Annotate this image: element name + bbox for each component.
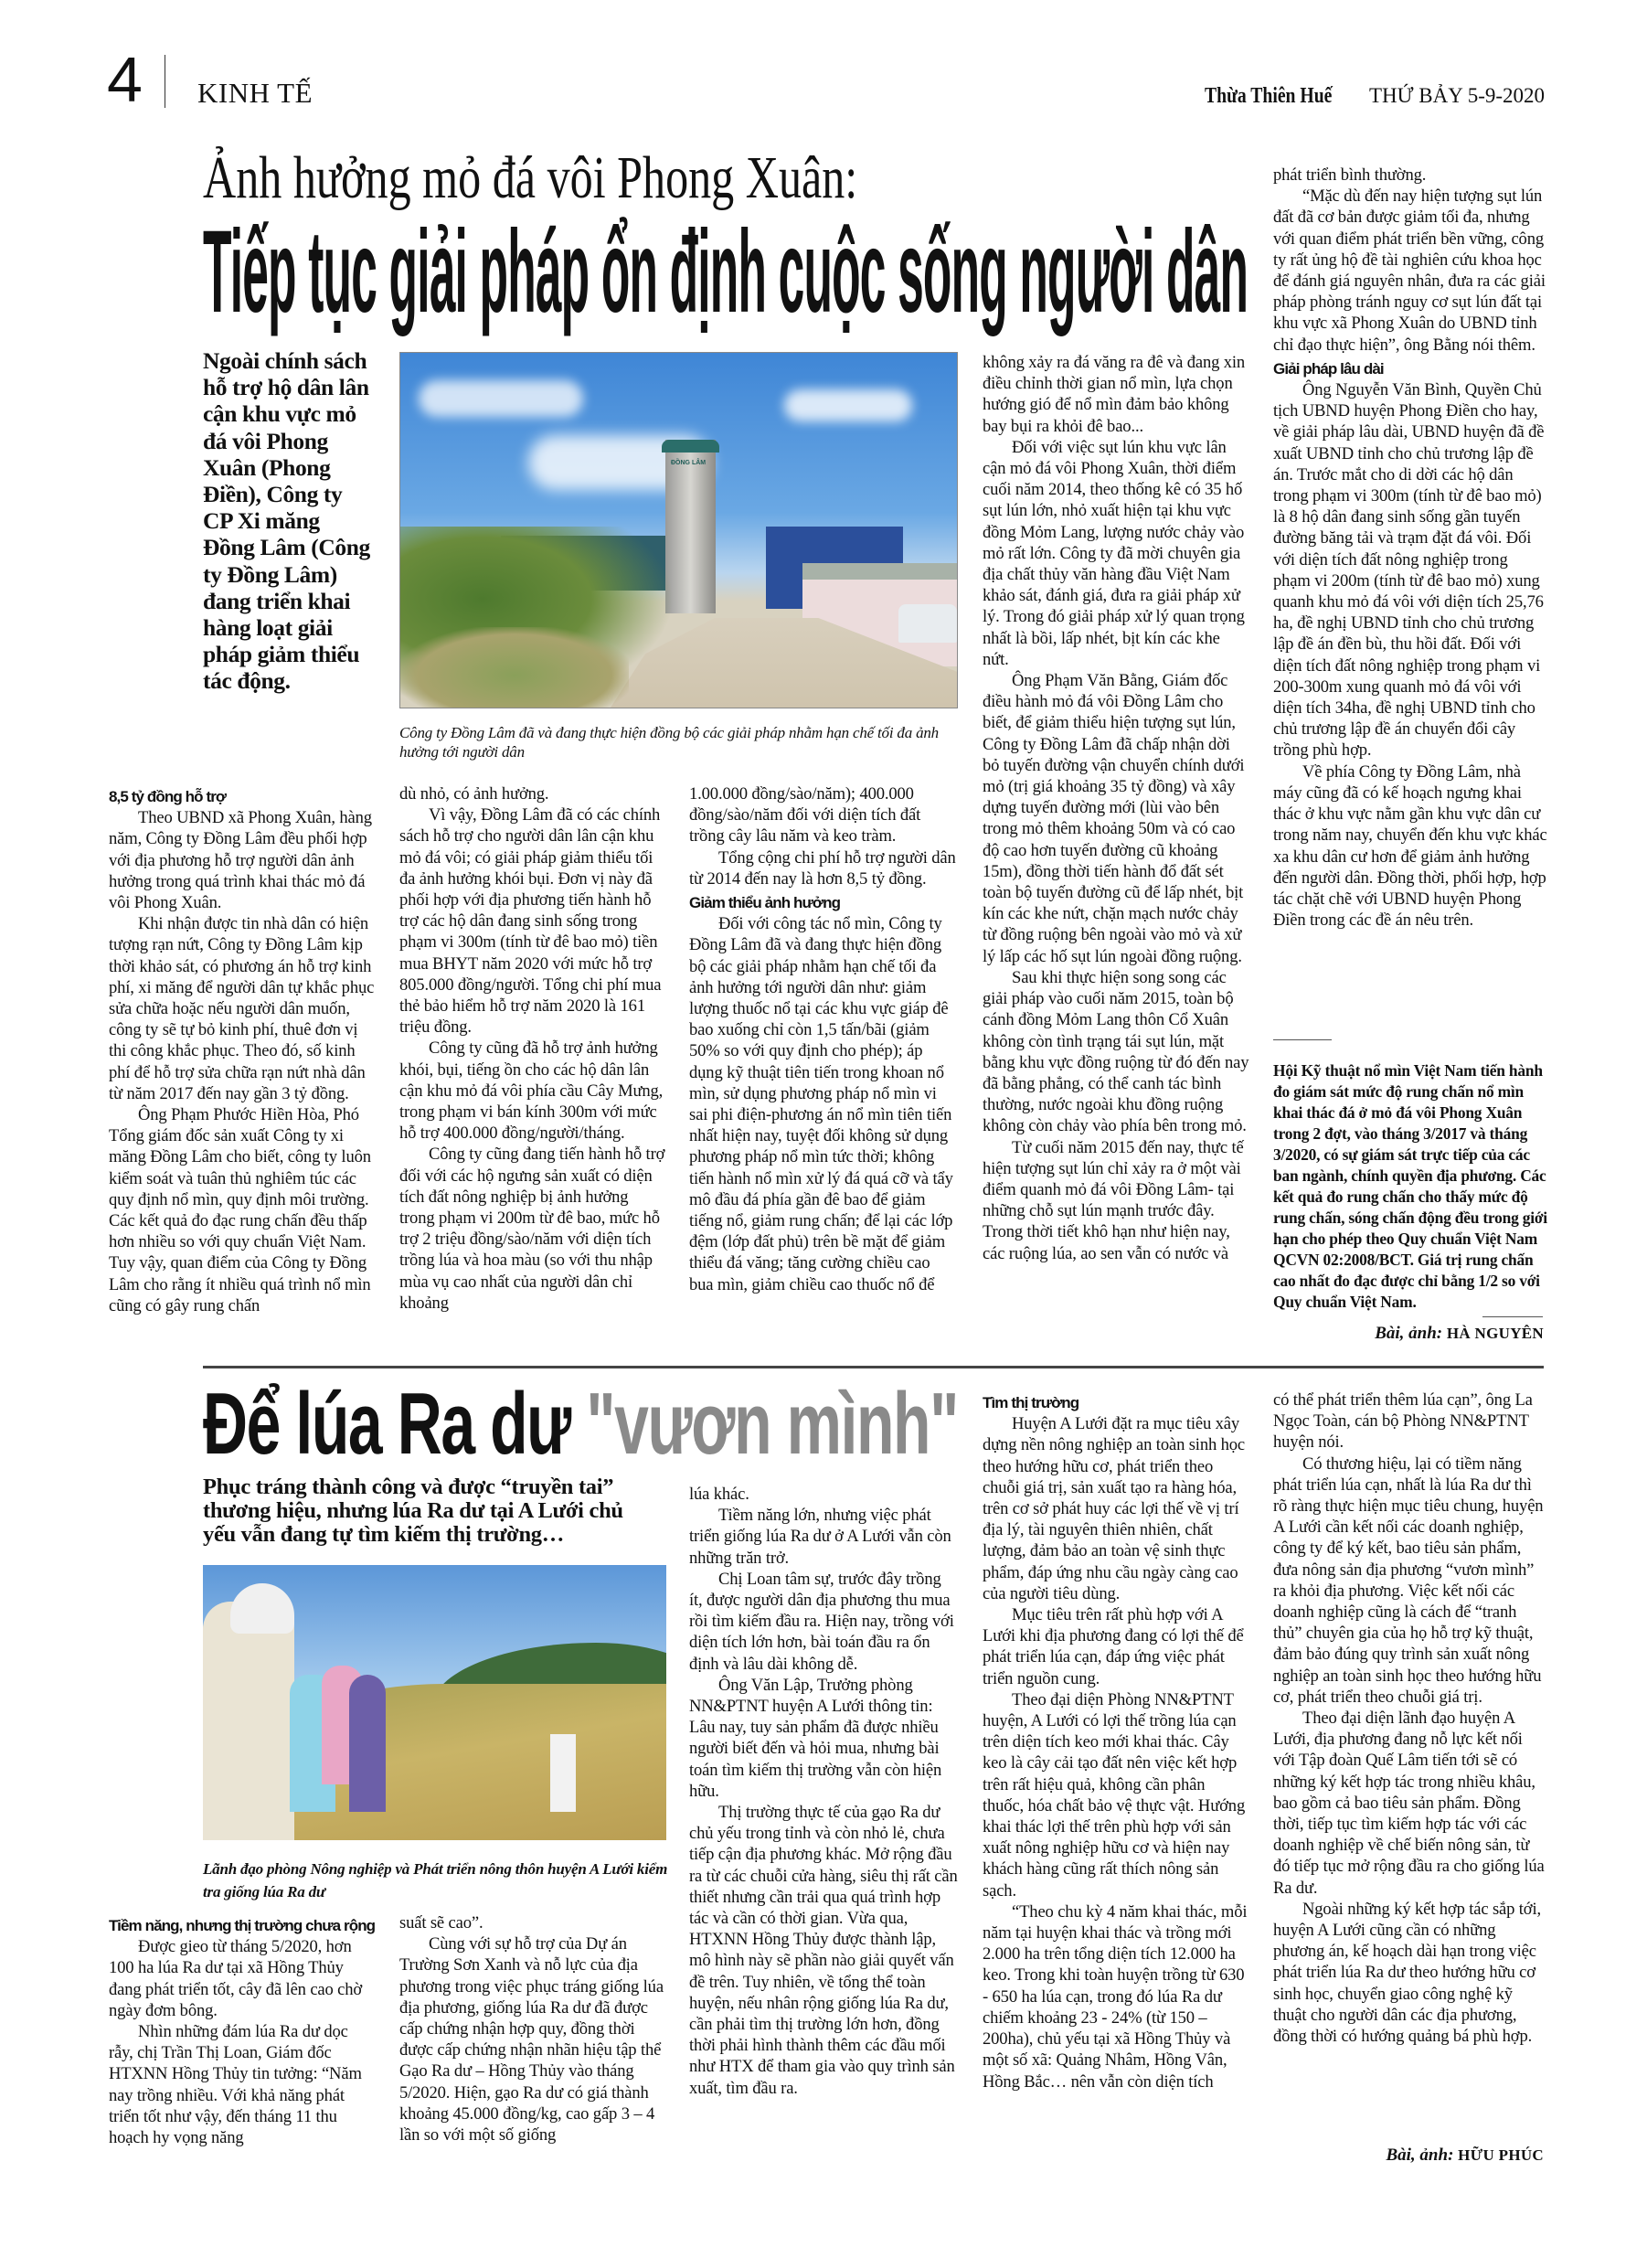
article-paragraph: Ngoài những ký kết hợp tác sắp tới, huyện A Lưới cũng cần có những phương án, kế hoạch dài hạn trong việc phát triển lúa Ra dư theo hướng hữu cơ sinh học, chuyển giao công nghệ kỹ thuật cho người dân các địa phương, đồng thời có hướng quảng bá phù hợp. bbox=[1273, 1899, 1542, 2047]
tower-logo: ĐỒNG LÂM bbox=[671, 460, 707, 466]
newspaper-name: Thừa Thiên Huế bbox=[1205, 84, 1333, 108]
section-title: KINH TẾ bbox=[197, 77, 313, 109]
article2-column-5 bbox=[1273, 1390, 1547, 2148]
issue-date: THỨ BẢY 5-9-2020 bbox=[1369, 84, 1546, 107]
article1-headline: Tiếp tục giải pháp ổn định cuộc sống người dân bbox=[203, 207, 1249, 337]
article1-column-1 bbox=[109, 783, 376, 1350]
article-paragraph: Theo đại diện lãnh đạo huyện A Lưới, địa phương đang nỗ lực kết nối với Tập đoàn Quế Lâm tiến tới sẽ có những ký kết hợp tác trong nhiều khâu, bao gồm cả bao tiêu sản phẩm. Đồng thời, tiếp tục tìm kiếm hợp tác với các doanh nghiệp về chế biến nông sản, từ đó tiếp tục mở rộng đầu ra cho giống lúa Ra dư. bbox=[1273, 1709, 1545, 1898]
article2-headline-box bbox=[203, 1375, 958, 1473]
article-paragraph: Ông Phạm Văn Bằng, Giám đốc điều hành mỏ đá vôi Đồng Lâm cho biết, để giảm thiểu hiện tượng sụt lún, Công ty Đồng Lâm đã chấp nhận dời bỏ tuyến đường vận chuyển chính dưới mỏ (trị giá khoảng 35 tỷ đồng) và xây dựng tuyến đường mới (lùi vào bên trong mỏ thêm khoảng 50m và có cao độ cao hơn tuyến đường cũ khoảng 15m), đồng thời tiến hành đổ đất sét toàn bộ tuyến đường cũ để lấp nhét, bịt kín các khe nứt, chặn mạch nước chảy từ đồng ruộng bên ngoài vào mỏ và xử lý lấp các hố sụt lún ngoài đồng ruộng. bbox=[983, 671, 1245, 966]
cloud bbox=[419, 380, 583, 417]
article-paragraph: 1.00.000 đồng/sào/năm); 400.000 đồng/sào/năm đối với diện tích đất trồng cây lâu năm và keo tràm. bbox=[689, 784, 921, 847]
article-paragraph: Đối với công tác nổ mìn, Công ty Đồng Lâm đã và đang thực hiện đồng bộ các giải pháp nhằm hạn chế tối đa ảnh hưởng tới người dân như: giảm lượng thuốc nổ tại các khu vực giáp đê bao xuống chỉ còn 1,5 tấn/bãi (giảm 50% so với quy định cho phép); áp dụng kỹ thuật tiên tiến trong khoan nổ mìn, sử dụng phương pháp nổ mìn vi sai phi điện-phương án nổ mìn tiên tiến nhất hiện nay, tuyệt đối không sử dụng phương pháp nổ mìn tức thời; không tiến hành nổ mìn xử lý đá quá cỡ và tẩy mô đầu đá phía gần đê bao để giảm tiếng nổ, giảm rung chấn; để lại các lớp đệm (lớp đất phủ) trên bề mặt để giảm thiểu đá văng; tăng cường chiều cao bua mìn, giảm chiều cao thuốc nổ để bbox=[689, 914, 953, 1294]
article-paragraph: suất sẽ cao”. bbox=[399, 1913, 483, 1933]
article-subheading: Tìm thị trường bbox=[983, 1394, 1079, 1411]
article1-column-2 bbox=[399, 783, 666, 1350]
article-paragraph: có thể phát triển thêm lúa cạn”, ông La Ngọc Toàn, cán bộ Phòng NN&PTNT huyện nói. bbox=[1273, 1390, 1533, 1453]
article-paragraph: Huyện A Lưới đặt ra mục tiêu xây dựng nền nông nghiệp an toàn sinh học theo hướng hữu cơ, phát triển theo chuỗi giá trị, sản xuất tạo ra hàng hóa, trên cơ sở phát huy các lợi thế về vị trí địa lý, tài nguyên thiên nhiên, chất lượng, đảm bảo an toàn vệ sinh thực phẩm, đáp ứng nhu cầu ngày càng cao của người tiêu dùng. bbox=[983, 1414, 1246, 1603]
person-purple bbox=[349, 1675, 386, 1812]
article-subheading: 8,5 tỷ đồng hỗ trợ bbox=[109, 788, 227, 805]
article-paragraph: Thị trường thực tế của gạo Ra dư chủ yếu trong tỉnh và còn nhỏ lẻ, chưa tiếp cận địa phương khác. Mở rộng đầu ra từ các chuỗi cửa hàng, siêu thị rất cần thiết nhưng cần trải qua quá trình hợp tác và cần có thời gian. Vừa qua, HTXNN Hồng Thủy được thành lập, mô hình này sẽ phần nào giải quyết vấn đề trên. Tuy nhiên, về tổng thể toàn huyện, nếu nhân rộng giống lúa Ra dư, cần phải tìm thị trường lớn hơn, đồng thời phải hình thành thêm các đầu mối như HTX để tham gia vào quy trình sản xuất, tìm đầu ra. bbox=[689, 1803, 958, 2098]
article1-photo-cement-plant bbox=[399, 352, 958, 708]
article2-column-2 bbox=[399, 1912, 666, 2187]
article-paragraph: Khi nhận được tin nhà dân có hiện tượng rạn nứt, Công ty Đồng Lâm kịp thời khảo sát, có phương án hỗ trợ kinh phí, xi măng để người dân tự khắc phục sửa chữa hoặc nếu người dân muốn, công ty sẽ tự bỏ kinh phí, thuê đơn vị thi công khắc phục. Theo đó, số kinh phí để hỗ trợ sửa chữa rạn nứt nhà dân từ năm 2017 đến nay gần 3 tỷ đồng. bbox=[109, 914, 375, 1103]
article-subheading: Tiềm năng, nhưng thị trường chưa rộng bbox=[109, 1917, 376, 1934]
article-paragraph: Mục tiêu trên rất phù hợp với A Lưới khi địa phương đang có lợi thế để phát triển lúa cạn, đáp ứng việc phát triển nguồn cung. bbox=[983, 1605, 1244, 1688]
article-paragraph: lúa khác. bbox=[689, 1485, 749, 1504]
article2-photo-rice-field bbox=[203, 1565, 666, 1840]
article1-photo-caption: Công ty Đồng Lâm đã và đang thực hiện đồng bộ các giải pháp nhằm hạn chế tối đa ảnh hưởng tới người dân bbox=[399, 724, 939, 761]
article-paragraph: Theo đại diện Phòng NN&PTNT huyện, A Lưới có lợi thế trồng lúa cạn trên diện tích keo mới khai thác. Cây keo là cây cải tạo đất nên việc kết hợp trên rất hiệu quả, không cần phân thuốc, hóa chất bảo vệ thực vật. Hướng khai thác lợi thế trên phù hợp với sản xuất nông nghiệp hữu cơ và hiện nay khách hàng cũng rất thích nông sản sạch. bbox=[983, 1689, 1246, 1901]
person-white-shirt bbox=[550, 1734, 576, 1812]
article1-lead: Ngoài chính sách hỗ trợ hộ dân lân cận khu vực mỏ đá vôi Phong Xuân (Phong Điền), Công ty CP Xi măng Đồng Lâm (Công ty Đồng Lâm) đang triển khai hàng loạt giải pháp giảm thiểu tác động. bbox=[203, 347, 370, 695]
article2-headline bbox=[203, 1375, 958, 1473]
article-paragraph: Sau khi thực hiện song song các giải pháp vào cuối năm 2015, toàn bộ cánh đồng Mỏm Lang thôn Cổ Xuân không còn tình trạng tái sụt lún, mặt bằng khu vực đồng ruộng từ đó đến nay đã bằng phẳng, có thể canh tác bình thường, nước ngoài khu đồng ruộng không còn chảy vào phía bên trong mỏ. bbox=[983, 967, 1249, 1136]
byline-label: Bài, ảnh: bbox=[1375, 1324, 1443, 1343]
article-paragraph: “Theo chu kỳ 4 năm khai thác, mỗi năm tại huyện khai thác và trồng mới 2.000 ha trên tổng diện tích 12.000 ha keo. Trong khi toàn huyện trồng từ 630 - 650 ha lúa cạn, trong đó lúa Ra dư chiếm khoảng 23 - 24% (từ 150 – 200ha), chủ yếu tại xã Hồng Thủy và một số xã: Quảng Nhâm, Hồng Vân, Hồng Bắc… nên vẫn còn diện tích bbox=[983, 1901, 1248, 2092]
article-paragraph: Vì vậy, Đồng Lâm đã có các chính sách hỗ trợ cho người dân lân cận khu mỏ đá vôi; có giải pháp giảm thiểu tối đa ảnh hưởng khói bụi. Đơn vị này đã phối hợp với địa phương tiến hành hỗ trợ các hộ dân đang sinh sống trong phạm vi 300m (tính từ đê bao mỏ) tiền mua BHYT năm 2020 với mức hỗ trợ 805.000 đồng/người. Tổng chi phí mua thẻ bảo hiểm hỗ trợ năm 2020 là 161 triệu đồng. bbox=[399, 805, 662, 1038]
article-paragraph: Nhìn những đám lúa Ra dư dọc rẫy, chị Trần Thị Loan, Giám đốc HTXNN Hồng Thủy tin tưởng: “Năm nay trồng nhiều. Với khả năng phát triển tốt như vậy, đến tháng 11 thu hoạch hy vọng năng bbox=[109, 2022, 362, 2148]
article-paragraph: Cùng với sự hỗ trợ của Dự án Trường Sơn Xanh và nỗ lực của địa phương trong việc phục tráng giống lúa địa phương, giống lúa Ra dư đã được cấp chứng nhận hợp quy, đồng thời được cấp chứng nhận nhãn hiệu tập thể Gạo Ra dư – Hồng Thủy vào tháng 5/2020. Hiện, gạo Ra dư có giá thành khoảng 45.000 đồng/kg, cao gấp 3 – 4 lần so với một số giống bbox=[399, 1934, 664, 2146]
sidebar-top-rule bbox=[1273, 1039, 1332, 1040]
article2-subhead: Phục tráng thành công và được “truyền tai” thương hiệu, nhưng lúa Ra dư tại A Lưới chủ yếu vẫn đang tự tìm kiếm thị trường… bbox=[203, 1475, 623, 1547]
byline-rule bbox=[1482, 1316, 1543, 1317]
white-van bbox=[898, 604, 957, 643]
byline-author: HỮU PHÚC bbox=[1458, 2146, 1544, 2164]
article-paragraph: Ông Phạm Phước Hiền Hòa, Phó Tổng giám đốc sản xuất Công ty xi măng Đồng Lâm cho biết, công ty luôn kiểm soát và tuân thủ nghiêm túc các quy định nổ mìn, quy định môi trường. Các kết quả đo đạc rung chấn đều thấp hơn nhiều so với quy chuẩn Việt Nam. Tuy vậy, quan điểm của Công ty Đồng Lâm cho rằng ít nhiều quá trình nổ mìn cũng có gây rung chấn bbox=[109, 1105, 371, 1315]
article1-kicker-box bbox=[203, 146, 857, 210]
byline-author: HÀ NGUYÊN bbox=[1446, 1325, 1544, 1342]
article-paragraph: phát triển bình thường. bbox=[1273, 165, 1427, 185]
article2-byline bbox=[1273, 2146, 1544, 2166]
article-paragraph: Có thương hiệu, lại có tiềm năng phát triển lúa cạn, nhất là lúa Ra dư thì rõ ràng thực hiện mục tiêu chung, huyện A Lưới cần kết nối các doanh nghiệp, công ty để ký kết, bao tiêu sản phẩm, đưa nông sản địa phương “vươn mình” ra khỏi địa phương. Việc kết nối các doanh nghiệp cũng là cách để “tranh thủ” chuyên gia của họ hỗ trợ kỹ thuật, đảm bảo đúng quy trình sản xuất nông nghiệp an toàn sinh học theo hướng hữu cơ, phát triển theo chuỗi giá trị. bbox=[1273, 1453, 1544, 1707]
article-paragraph: Về phía Công ty Đồng Lâm, nhà máy cũng đã có kế hoạch ngưng khai thác ở khu vực nằm gần khu vực dân cư trong năm nay, chuyển đến khu vực khác xa khu dân cư hơn để giảm ảnh hưởng đến người dân. Đồng thời, phối hợp, hợp tác chặt chẽ với UBND huyện Phong Điền trong các đề án nêu trên. bbox=[1273, 761, 1547, 931]
article2-column-1 bbox=[109, 1912, 376, 2187]
article-separator bbox=[203, 1366, 1544, 1368]
article-subheading: Giảm thiểu ảnh hưởng bbox=[689, 894, 841, 912]
person-foreground bbox=[203, 1602, 294, 1840]
article1-sidebar-box: Hội Kỹ thuật nổ mìn Việt Nam tiến hành đo giám sát mức độ rung chấn nổ mìn khai thác đá ở mỏ đá vôi Phong Xuân trong 2 đợt, vào tháng 3/2017 và tháng 3/2020, có sự giám sát trực tiếp của các ban ngành, chính quyền địa phương. Các kết quả đo rung chấn cho thấy mức độ rung chấn, sóng chấn động đều trong giới hạn cho phép theo Quy chuẩn Việt Nam QCVN 02:2008/BCT. Giá trị rung chấn cao nhất đo đạc được chỉ bằng 1/2 so với Quy chuẩn Việt Nam. bbox=[1273, 1061, 1547, 1311]
helmet bbox=[230, 1583, 294, 1634]
article1-kicker: Ảnh hưởng mỏ đá vôi Phong Xuân: bbox=[203, 144, 858, 211]
article-paragraph: Ông Văn Lập, Trưởng phòng NN&PTNT huyện A Lưới thông tin: Lâu nay, tuy sản phẩm đã được nhiều người biết đến và hỏi mua, nhưng bài toán tìm kiếm thị trường vẫn còn hiện hữu. bbox=[689, 1675, 942, 1801]
article-paragraph: không xảy ra đá văng ra đê và đang xin điều chỉnh thời gian nổ mìn, lựa chọn hướng gió để nổ mìn đảm bảo không bay bụi ra khỏi đê bao... bbox=[983, 353, 1246, 436]
article-paragraph: “Mặc dù đến nay hiện tượng sụt lún đất đã cơ bản được giảm tối đa, nhưng với quan điểm phát triển bền vững, công ty rất ủng hộ đề tài nghiên cứu khoa học để đánh giá nguyên nhân, đưa ra các giải pháp phòng tránh nguy cơ sụt lún đất tại khu vực xã Phong Xuân do UBND tỉnh chỉ đạo thực hiện”, ông Bằng nói thêm. bbox=[1273, 186, 1546, 355]
article-paragraph: Công ty cũng đã hỗ trợ ảnh hưởng khói, bụi, tiếng ồn cho các hộ dân lân cận khu mỏ đá vôi phía cầu Cây Mưng, trong phạm vi bán kính 300m với mức hỗ trợ 400.000 đồng/người/tháng. bbox=[399, 1038, 664, 1144]
article-subheading: Giải pháp lâu dài bbox=[1273, 359, 1384, 378]
article-paragraph: Từ cuối năm 2015 đến nay, thực tế hiện tượng sụt lún chỉ xảy ra ở một vài điểm quanh mỏ đá vôi Đồng Lâm- tại những chỗ sụt lún mạnh trước đây. Trong thời tiết khô hạn như hiện nay, các ruộng lúa, ao sen vẫn có nước và bbox=[983, 1137, 1244, 1263]
article-paragraph: Đối với việc sụt lún khu vực lân cận mỏ đá vôi Phong Xuân, thời điểm cuối năm 2014, theo thống kê có 35 hố sụt lún lớn, nhỏ xuất hiện tại khu vực đồng Mỏm Lang, lượng nước chảy vào mỏ rất lớn. Công ty đã mời chuyên gia địa chất thủy văn hàng đầu Việt Nam khảo sát, đánh giá, đưa ra giải pháp xử lý. Trong đó giải pháp xử lý quan trọng nhất là bồi, lấp nhét, bịt kín các khe nứt. bbox=[983, 437, 1245, 669]
article-paragraph: dù nhỏ, có ảnh hưởng. bbox=[399, 784, 549, 804]
shrubs bbox=[400, 627, 629, 708]
article-paragraph: Tiềm năng lớn, nhưng việc phát triển giống lúa Ra dư ở A Lưới vẫn còn những trăn trở. bbox=[689, 1506, 951, 1568]
article1-column-3 bbox=[689, 783, 958, 1350]
article-paragraph: Công ty cũng đang tiến hành hỗ trợ đối với các hộ ngưng sản xuất có diện tích đất nông nghiệp bị ảnh hưởng trong phạm vi 200m từ đê bao, mức hỗ trợ 2 triệu đồng/sào/năm với diện tích trồng lúa và hoa màu (so với thu nhập mùa vụ cao nhất của người dân chỉ khoảng bbox=[399, 1145, 665, 1313]
article-paragraph: Ông Nguyễn Văn Bình, Quyền Chủ tịch UBND huyện Phong Điền cho hay, về giải pháp lâu dài, UBND huyện đã đề xuất UBND tỉnh cho chủ trương lập đề án. Trước mắt cho di dời các hộ dân trong phạm vi 300m (tính từ đê bao mỏ) là 8 hộ dân đang sinh sống gần tuyến đường băng tải và trạm đặt đá vôi. Đối với diện tích đất nông nghiệp trong phạm vi 200m (tính từ đê bao mỏ) xung quanh khu mỏ đá vôi với diện tích 25,76 ha, đề nghị UBND tỉnh cho chủ trương lập đề án đền bù, thu hồi đất. Đối với diện tích đất nông nghiệp trong phạm vi 200-300m xung quanh mỏ đá vôi với diện tích 34ha, đề nghị UBND tỉnh cho chủ trương lập đề án chuyển đổi cây trồng phù hợp. bbox=[1273, 380, 1545, 761]
cloud bbox=[784, 389, 912, 421]
article2-column-4 bbox=[983, 1390, 1249, 2188]
article-paragraph: Được gieo từ tháng 5/2020, hơn 100 ha lúa Ra dư tại xã Hồng Thủy đang phát triển tốt, cây đã lên cao chờ ngày đơm bông. bbox=[109, 1937, 363, 2020]
article2-photo-caption: Lãnh đạo phòng Nông nghiệp và Phát triển nông thôn huyện A Lưới kiểm tra giống lúa Ra dư bbox=[203, 1860, 668, 1901]
article-paragraph: Chị Loan tâm sự, trước đây trồng ít, được người dân địa phương thu mua rồi tìm kiếm đầu ra. Hiện nay, trồng với diện tích lớn hơn, bài toán đầu ra ổn định và lâu dài không dễ. bbox=[689, 1569, 954, 1674]
page-number: 4 bbox=[107, 44, 143, 115]
article1-column-5 bbox=[1273, 165, 1547, 1028]
article-paragraph: Tổng cộng chi phí hỗ trợ người dân từ 2014 đến nay là hơn 8,5 tỷ đồng. bbox=[689, 847, 956, 889]
article1-column-4 bbox=[983, 352, 1249, 1350]
article2-column-3 bbox=[689, 1484, 958, 2188]
article2-headline-main: Để lúa Ra dư bbox=[203, 1375, 587, 1473]
article-paragraph: Theo UBND xã Phong Xuân, hàng năm, Công ty Đồng Lâm đều phối hợp với địa phương hỗ trợ người dân ảnh hưởng trong quá trình khai thác mỏ đá vôi Phong Xuân. bbox=[109, 808, 372, 913]
article1-byline bbox=[1273, 1324, 1544, 1344]
article2-headline-quote: "vươn mình" bbox=[586, 1375, 958, 1473]
byline-label: Bài, ảnh: bbox=[1386, 2146, 1454, 2165]
article1-headline-box bbox=[203, 207, 1249, 337]
